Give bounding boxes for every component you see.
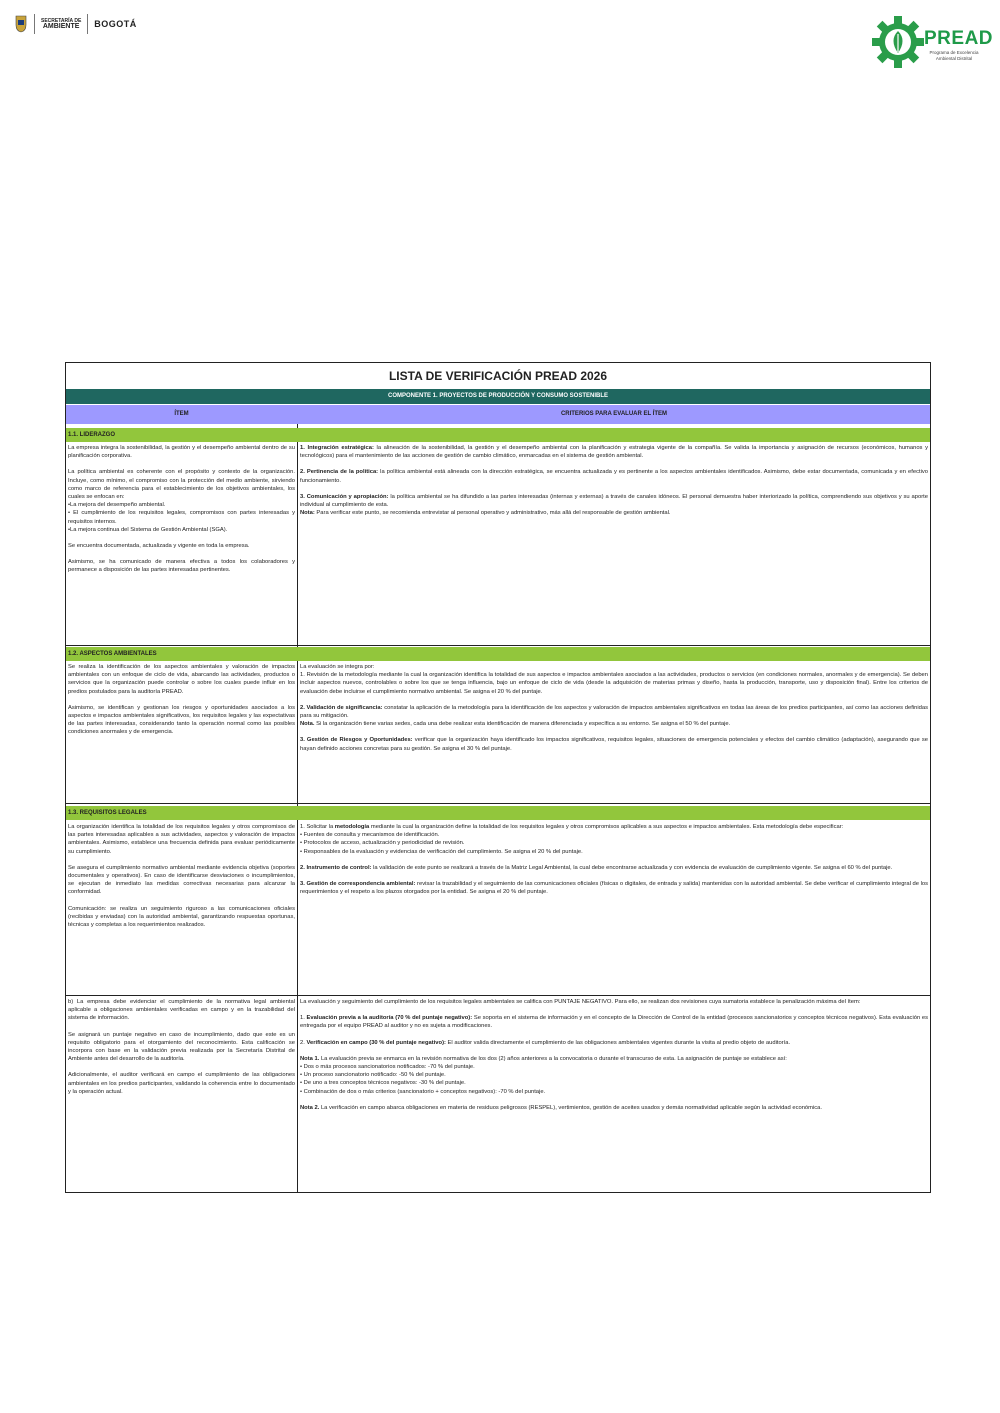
- criterion-keyword: metodología: [334, 824, 370, 830]
- criterion-text: la alineación de la sostenibilidad, la gestión y el desempeño ambiental con la planificación y estrategia vigente de la compañía. Se valida la importancia y asignación de recursos (económicos, humanos y tecnológicos) para el mantenimiento de las acciones de gestión de cambio climático, enmarcadas en el sistema de gestión ambiental.: [300, 445, 928, 460]
- criterion-label: Evaluación previa a la auditoría (70 % del puntaje negativo):: [306, 1015, 473, 1022]
- bogota-logo: BOGOTÁ: [94, 19, 137, 29]
- criterion-note: [300, 509, 928, 517]
- note-label: Nota 1.: [300, 1055, 320, 1062]
- paragraph: La evaluación y seguimiento del cumplimiento de los requisitos legales ambientales se califica con PUNTAJE NEGATIVO. Para ello, se realizan dos revisiones cuya sumatoria establece la penalización máxima del ítem:: [300, 999, 861, 1005]
- gear-leaf-icon: [870, 14, 926, 70]
- bullet: •La mejora del desempeño ambiental.: [68, 502, 166, 509]
- criterion-label: 2. Pertinencia de la política:: [300, 469, 379, 476]
- bullet: •La mejora continua del Sistema de Gestión Ambiental (SGA).: [68, 526, 228, 533]
- criterion-text: la validación de este punto se realizará a través de la Matriz Legal Ambiental, la cual debe encontrarse actualizada y con evidencia de evaluación de cumplimiento vigente. Se asigna el 60 % del puntaje.: [371, 864, 893, 871]
- paragraph: La organización identifica la totalidad de los requisitos legales y otros compromisos de las partes interesadas aplicables a sus actividades, aspectos y valoración de impactos ambientales. Asimismo, establece una frecuencia definida para evaluar periódicamente su cumplimiento.: [68, 824, 295, 855]
- secretaria-logo: [41, 18, 81, 30]
- criterion-text: mediante la cual la organización define la totalidad de los requisitos legales y otros compromisos aplicables a sus aspectos e impactos ambientales. Esta metodología debe especificar:: [369, 824, 844, 830]
- leadership-item-text: [67, 444, 296, 575]
- bullet: • Combinación de dos o más criterios (sancionatorio + conceptos negativos): -70 % del puntaje.: [300, 1088, 546, 1095]
- criterion: [300, 736, 928, 752]
- bullet: • El cumplimiento de los requisitos legales, compromisos con partes interesadas y requisitos internos.: [68, 510, 295, 525]
- bullet: • De uno a tres conceptos técnicos negativos: -30 % del puntaje.: [300, 1080, 466, 1087]
- criterion-label: 2. Validación de significancia:: [300, 704, 383, 711]
- legal-b-item-text: [67, 998, 296, 1096]
- paragraph: La empresa integra la sostenibilidad, la gestión y el desempeño ambiental dentro de su planificación corporativa.: [68, 445, 295, 460]
- criterion: [300, 493, 928, 509]
- criterion: [300, 444, 928, 460]
- criterion-label: 2. Instrumento de control:: [300, 864, 372, 871]
- note-text: La evaluación previa se enmarca en la revisión normativa de los dos (2) años anteriores a la convocatoria o durante el transcurso de esta. La asignación de puntaje se establece así:: [319, 1055, 787, 1062]
- pread-logo: [870, 14, 994, 70]
- criterion-label: 3. Comunicación y apropiación:: [300, 493, 389, 500]
- criterion-label: Verificación en campo (30 % del puntaje negativo):: [306, 1039, 446, 1046]
- criterion: 1. Revisión de la metodología mediante la cual la organización identifica la totalidad de sus aspectos e impactos ambientales asociados a las actividades, productos o servicios (en condiciones normales, anormales y de emergencia). Se deben incluir aspectos nuevos, controlables o sobre los que se tenga influencia, bajo un enfoque de ciclo de vida (desde la adquisición de materias primas y diseño, hasta la producción, transporte, uso y disposición final). Entre los criterios de evaluación debe incluirse el cumplimiento normativo ambiental. Se asigna el 20 % del puntaje.: [300, 672, 928, 695]
- paragraph: Asimismo, se ha comunicado de manera efectiva a todos los colaboradores y permanece a disposición de las partes interesadas pertinentes.: [68, 559, 295, 574]
- secretaria-line1: SECRETARÍA DE: [41, 18, 82, 24]
- pread-wordmark: PREAD: [924, 28, 994, 49]
- criterion-number: 2.: [300, 1039, 307, 1046]
- criterion-label: 1. Integración estratégica:: [300, 445, 374, 451]
- row-divider: [66, 803, 930, 804]
- paragraph: Se asignará un puntaje negativo en caso de incumplimiento, dado que este es un requisito obligatorio para el otorgamiento del reconocimiento. Esta calificación se incorpora con base en la validación previa realizada por la Secretaría Distrital de Ambiente antes del desarrollo de la auditoría.: [68, 1031, 295, 1063]
- criterion: [300, 864, 928, 872]
- section-heading-leadership: 1.1. LIDERAZGO: [66, 428, 930, 442]
- criterion-text: El auditor valida directamente el cumplimiento de las obligaciones ambientales vigentes durante la visita al predio objeto de auditoría.: [445, 1039, 791, 1046]
- aspects-item-text: [67, 663, 296, 737]
- paragraph: Adicionalmente, el auditor verificará en campo el cumplimiento de las obligaciones ambientales en los predios participantes, validando la coherencia entre lo documentado y la operación actual.: [68, 1072, 295, 1095]
- paragraph: b) La empresa debe evidenciar el cumplimiento de la normativa legal ambiental aplicable a obligaciones ambientales verificadas en campo y en la trazabilidad del sistema de información.: [68, 999, 295, 1022]
- criterion: [300, 823, 928, 831]
- criterion: [300, 880, 928, 896]
- criterion-label: 3. Gestión de Riesgos y Oportunidades:: [300, 737, 413, 744]
- page-title: LISTA DE VERIFICACIÓN PREAD 2026: [388, 369, 608, 383]
- logo-divider: [34, 14, 35, 34]
- component-title: COMPONENTE 1. PROYECTOS DE PRODUCCIÓN Y CONSUMO SOSTENIBLE: [66, 389, 930, 404]
- criterion-text: revisar la trazabilidad y el seguimiento de las comunicaciones oficiales (físicas o digitales, de entrada y salida) mantenidas con la autoridad ambiental. Se debe verificar el cumplimiento integral de los requerimientos y el respeto a los plazos otorgados por la entidad. Se asigna el 20 % del puntaje.: [300, 881, 928, 896]
- note-label: Nota.: [300, 721, 315, 728]
- criterion-text: constatar la aplicación de la metodología para la identificación de los aspectos y valoración de impactos ambientales significativos en todas las áreas de los predios participantes, así como las acciones definidas para su mitigación.: [300, 704, 928, 720]
- column-header-item: ÍTEM: [174, 411, 189, 417]
- bogota-crest-icon: [14, 15, 28, 33]
- criterion: [300, 1039, 928, 1047]
- criterion: [300, 1014, 928, 1030]
- criterion-text: 1. Solicitar la: [300, 824, 335, 830]
- bullet: • Dos o más procesos sancionatorios notificados: -70 % del puntaje.: [300, 1064, 475, 1071]
- legal-b-criteria-text: [299, 998, 929, 1112]
- note-text: La verificación en campo abarca obligaciones en materia de residuos peligrosos (RESPEL), vertimientos, gestión de aceites usados y demás normatividad aplicable según la actividad económica.: [319, 1104, 822, 1111]
- paragraph: Comunicación: se realiza un seguimiento riguroso a las comunicaciones oficiales (recibidas y enviadas) con la autoridad ambiental, garantizando respuestas oportunas, técnicas y completas a los requerimientos realizados.: [68, 905, 295, 929]
- bullet: • Responsables de la evaluación y evidencias de verificación del cumplimiento. Se asigna el 20 % del puntaje.: [300, 848, 583, 855]
- pread-subtitle: Programa de Excelencia Ambiental Distrital: [929, 50, 979, 61]
- legal-criteria-text: [299, 823, 929, 896]
- secretaria-line2: AMBIENTE: [42, 23, 80, 30]
- note-text: Si la organización tiene varias sedes, cada una debe realizar esta identificación de manera diferenciada y específica a su entorno. Se asigna el 50 % del puntaje.: [314, 721, 731, 728]
- criterion-text: verificar que la organización haya identificado los impactos significativos, requisitos legales, situaciones de emergencia potenciales y efectos del cambio climático (adaptación), asegurando que se hayan definido acciones concretas para su gestión. Se asigna el 30 % del puntaje.: [300, 737, 928, 752]
- paragraph: Se realiza la identificación de los aspectos ambientales y valoración de impactos ambientales con un enfoque de ciclo de vida, abarcando las actividades, productos o servicios que la organización puede controlar o sobre los cuales puede influir en los predios postulados para la auditoría PREAD.: [68, 664, 295, 695]
- criterion-text: la política ambiental se ha difundido a las partes interesadas (internas y externas) a través de canales idóneos. El personal demuestra haber interiorizado la política, comprendiendo sus objetivos y su aporte individual al cumplimiento de esta.: [300, 493, 928, 509]
- criterion-number: 1.: [300, 1015, 307, 1022]
- paragraph: La evaluación se integra por:: [300, 664, 375, 670]
- verification-table: [65, 362, 931, 1193]
- paragraph: Se encuentra documentada, actualizada y vigente en toda la empresa.: [68, 543, 250, 550]
- section-heading-legal-requirements: 1.3. REQUISITOS LEGALES: [66, 806, 930, 820]
- leadership-criteria-text: [299, 444, 929, 517]
- criterion: [300, 468, 928, 484]
- bullet: • Fuentes de consulta y mecanismos de identificación.: [300, 832, 440, 839]
- legal-item-text: [67, 823, 296, 929]
- criterion-note: [300, 1104, 928, 1112]
- criterion-note: [300, 720, 928, 728]
- column-header-row: [66, 405, 930, 424]
- note-label: Nota:: [300, 510, 315, 517]
- bullet: • Un proceso sancionatorio notificado: -50 % del puntaje.: [300, 1072, 446, 1079]
- paragraph: Se asegura el cumplimiento normativo ambiental mediante evidencia objetiva (soportes documentales y operativos). En caso de identificarse desviaciones o incumplimientos, se ejecutan de inmediato las medidas correctivas necesarias para alcanzar la conformidad.: [68, 864, 295, 896]
- criterion-text: Se soporta en el sistema de información y en el concepto de la Dirección de Control de la entidad (procesos sancionatorios y conceptos técnicos negativos). Esta evaluación es entregada por el equipo PREAD al auditor y no es sujeta a modificaciones.: [300, 1015, 928, 1030]
- paragraph: Asimismo, se identifican y gestionan los riesgos y oportunidades asociados a los aspectos e impactos ambientales significativos, los requisitos legales y las expectativas de las partes interesadas, considerando tanto la operación normal como las posibles condiciones anormales y de emergencia.: [68, 704, 295, 736]
- paragraph: La política ambiental es coherente con el propósito y contexto de la organización. Incluye, como mínimo, el compromiso con la protección del medio ambiente, sirviendo como marco de referencia para el establecimiento de los objetivos ambientales, los cuales se enfocan en:: [68, 469, 295, 501]
- note-label: Nota 2.: [300, 1104, 320, 1111]
- criterion-note: [300, 1055, 928, 1063]
- bullet: • Protocolos de acceso, actualización y periodicidad de revisión.: [300, 840, 465, 847]
- section-heading-environmental-aspects: 1.2. ASPECTOS AMBIENTALES: [66, 647, 930, 661]
- criterion-text: la política ambiental está alineada con la dirección estratégica, se encuentra actualizada y es pertinente a los aspectos ambientales identificados. Asimismo, debe estar documentada, comunicada y en efectivo funcionamiento.: [300, 469, 928, 484]
- logo-divider: [87, 14, 88, 34]
- aspects-criteria-text: [299, 663, 929, 753]
- criterion-label: 3. Gestión de correspondencia ambiental:: [300, 881, 416, 888]
- criterion: [300, 704, 928, 720]
- row-divider: [66, 995, 930, 996]
- note-text: Para verificar este punto, se recomienda entrevistar al personal operativo y administrativo, más allá del responsable de gestión ambiental.: [314, 510, 671, 517]
- column-header-criteria: CRITERIOS PARA EVALUAR EL ÍTEM: [560, 411, 668, 417]
- row-divider: [66, 645, 930, 646]
- header-logos: [14, 14, 137, 34]
